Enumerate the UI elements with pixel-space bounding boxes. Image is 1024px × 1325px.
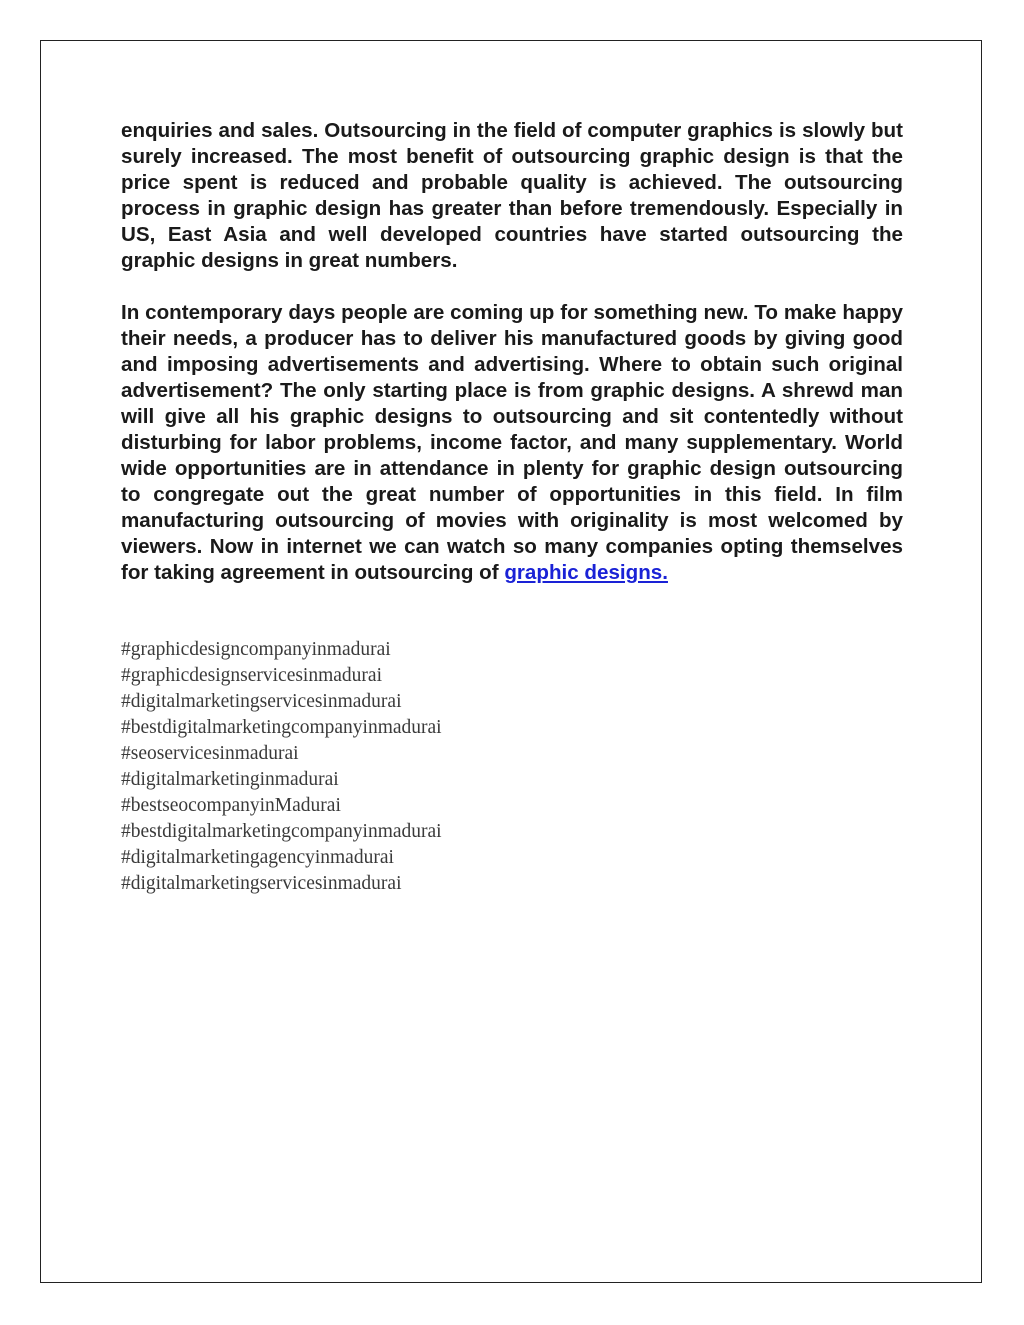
hashtag: #bestdigitalmarketingcompanyinmadurai [121, 717, 442, 738]
hashtag: #bestdigitalmarketingcompanyinmadurai [121, 821, 442, 842]
hashtag: #digitalmarketingservicesinmadurai [121, 873, 402, 894]
hashtag: #graphicdesigncompanyinmadurai [121, 639, 391, 660]
hashtag-list [121, 637, 903, 897]
hashtag: #bestseocompanyinMadurai [121, 795, 341, 816]
hashtag: #digitalmarketingservicesinmadurai [121, 691, 402, 712]
hashtag: #digitalmarketingagencyinmadurai [121, 847, 394, 868]
hashtag: #digitalmarketinginmadurai [121, 769, 339, 790]
paragraph-outsourcing-intro: enquiries and sales. Outsourcing in the field of computer graphics is slowly but surely increased. The most benefit of outsourcing graphic design is that the price spent is reduced and probable quality is achieved. The outsourcing process in graphic design has greater than before tremendously. Especially in US, East Asia and well developed countries have started outsourcing the graphic designs in great numbers. [121, 119, 903, 272]
graphic-designs-link[interactable]: graphic designs. [504, 561, 668, 584]
paragraph-contemporary-days [121, 300, 903, 586]
paragraph-contemporary-days-text: In contemporary days people are coming up for something new. To make happy their needs, a producer has to deliver his manufactured goods by giving good and imposing advertisements and advertising. Where to obtain such original advertisement? The only starting place is from graphic designs. A shrewd man will give all his graphic designs to outsourcing and sit contentedly without disturbing for labor problems, income factor, and many supplementary. World wide opportunities are in attendance in plenty for graphic design outsourcing to congregate out the great number of opportunities in this field. In film manufacturing outsourcing of movies with originality is most welcomed by viewers. Now in internet we can watch so many companies opting themselves for taking agreement in outsourcing of [121, 301, 903, 584]
document-body [121, 118, 903, 897]
hashtag: #seoservicesinmadurai [121, 743, 299, 764]
hashtag: #graphicdesignservicesinmadurai [121, 665, 382, 686]
